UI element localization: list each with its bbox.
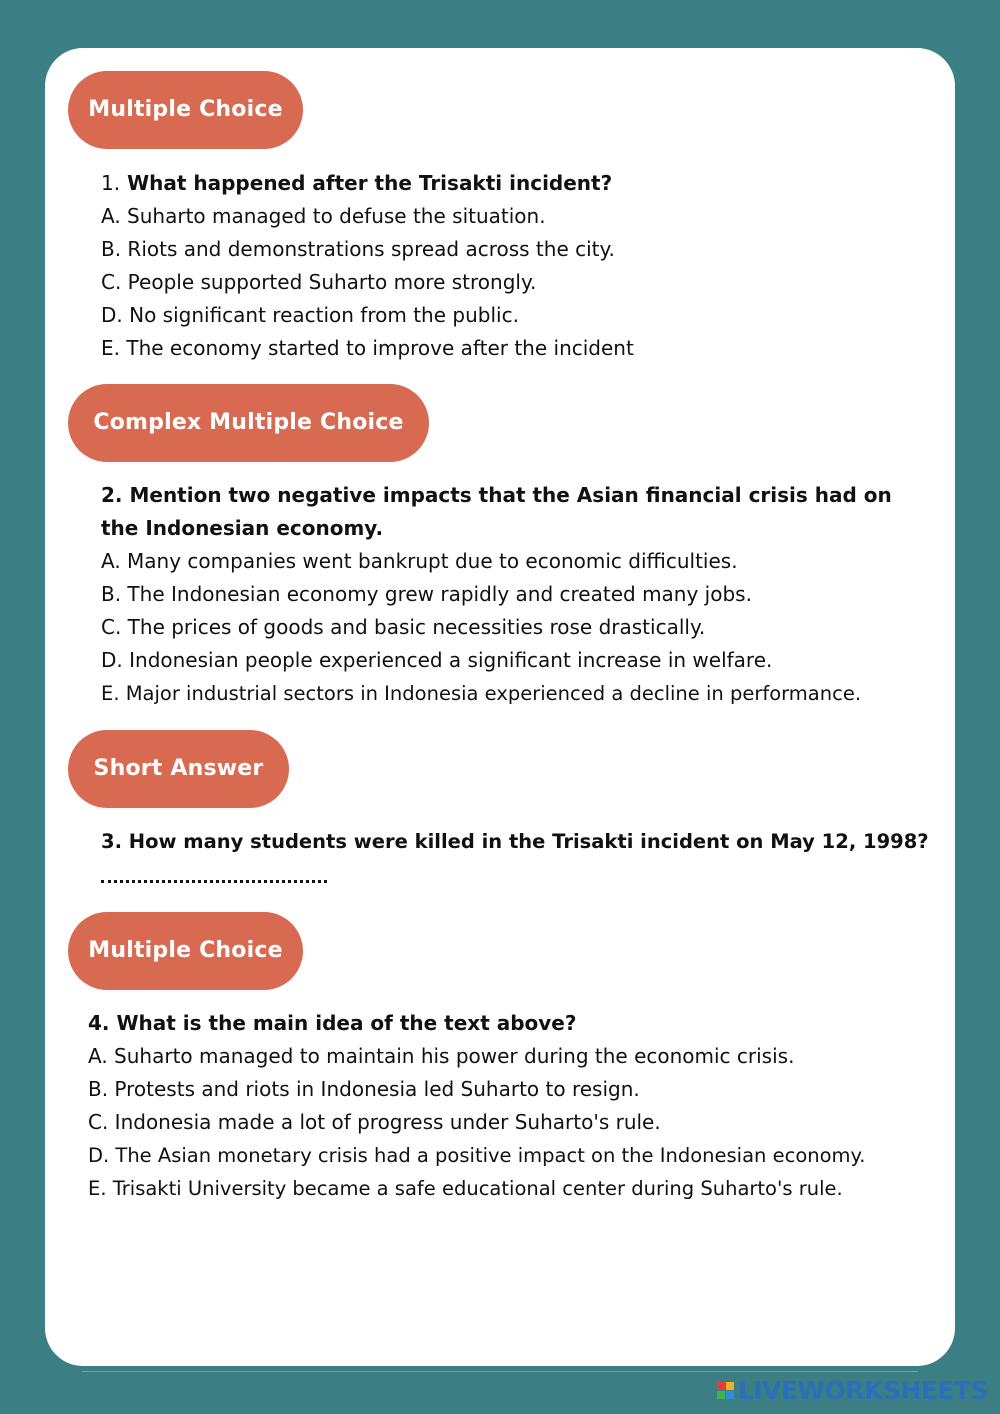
question-4-option-c[interactable]: C. Indonesia made a lot of progress under Suharto's rule. bbox=[88, 1110, 661, 1134]
logo-square-yellow bbox=[726, 1382, 734, 1390]
question-4-option-e[interactable]: E. Trisakti University became a safe educational center during Suharto's rule. bbox=[88, 1177, 843, 1200]
question-1-option-e[interactable]: E. The economy started to improve after the incident bbox=[101, 336, 634, 360]
question-2-option-e[interactable]: E. Major industrial sectors in Indonesia experienced a decline in performance. bbox=[101, 682, 862, 705]
question-1-option-b[interactable]: B. Riots and demonstrations spread across the city. bbox=[101, 237, 615, 261]
liveworksheets-wordmark: LIVEWORKSHEETS bbox=[737, 1375, 988, 1405]
section-header-multiple-choice-2: Multiple Choice bbox=[68, 912, 303, 990]
section-header-multiple-choice: Multiple Choice bbox=[68, 71, 303, 149]
question-2-option-a[interactable]: A. Many companies went bankrupt due to economic difficulties. bbox=[101, 549, 738, 573]
question-2-stem: 2. Mention two negative impacts that the Asian financial crisis had on the Indonesian economy. bbox=[101, 483, 892, 540]
question-2 bbox=[101, 479, 921, 710]
question-1-option-d[interactable]: D. No significant reaction from the public. bbox=[101, 303, 519, 327]
footer-divider bbox=[82, 1371, 918, 1372]
question-4 bbox=[88, 1007, 866, 1205]
question-1-stem: 1. What happened after the Trisakti incident? bbox=[101, 171, 613, 195]
question-1-option-a[interactable]: A. Suharto managed to defuse the situation. bbox=[101, 204, 546, 228]
question-4-option-d[interactable]: D. The Asian monetary crisis had a positive impact on the Indonesian economy. bbox=[88, 1144, 866, 1167]
question-1 bbox=[101, 167, 634, 365]
logo-square-blue bbox=[726, 1391, 734, 1399]
question-4-option-b[interactable]: B. Protests and riots in Indonesia led Suharto to resign. bbox=[88, 1077, 640, 1101]
question-2-option-c[interactable]: C. The prices of goods and basic necessities rose drastically. bbox=[101, 615, 706, 639]
logo-square-green bbox=[717, 1391, 725, 1399]
question-3-answer-blank[interactable] bbox=[101, 870, 327, 883]
question-2-option-d[interactable]: D. Indonesian people experienced a significant increase in welfare. bbox=[101, 648, 773, 672]
question-3-stem: 3. How many students were killed in the Trisakti incident on May 12, 1998? bbox=[101, 830, 929, 853]
logo-square-red bbox=[717, 1382, 725, 1390]
question-4-stem: 4. What is the main idea of the text above? bbox=[88, 1011, 577, 1035]
section-header-short-answer: Short Answer bbox=[68, 730, 289, 808]
question-3 bbox=[101, 825, 929, 858]
question-1-option-c[interactable]: C. People supported Suharto more strongly. bbox=[101, 270, 537, 294]
liveworksheets-logo-icon bbox=[717, 1382, 734, 1399]
question-2-option-b[interactable]: B. The Indonesian economy grew rapidly and created many jobs. bbox=[101, 582, 752, 606]
section-header-complex-multiple-choice: Complex Multiple Choice bbox=[68, 384, 429, 462]
question-4-option-a[interactable]: A. Suharto managed to maintain his power during the economic crisis. bbox=[88, 1044, 795, 1068]
liveworksheets-brand[interactable] bbox=[717, 1376, 988, 1404]
question-1-number: 1. bbox=[101, 171, 121, 195]
